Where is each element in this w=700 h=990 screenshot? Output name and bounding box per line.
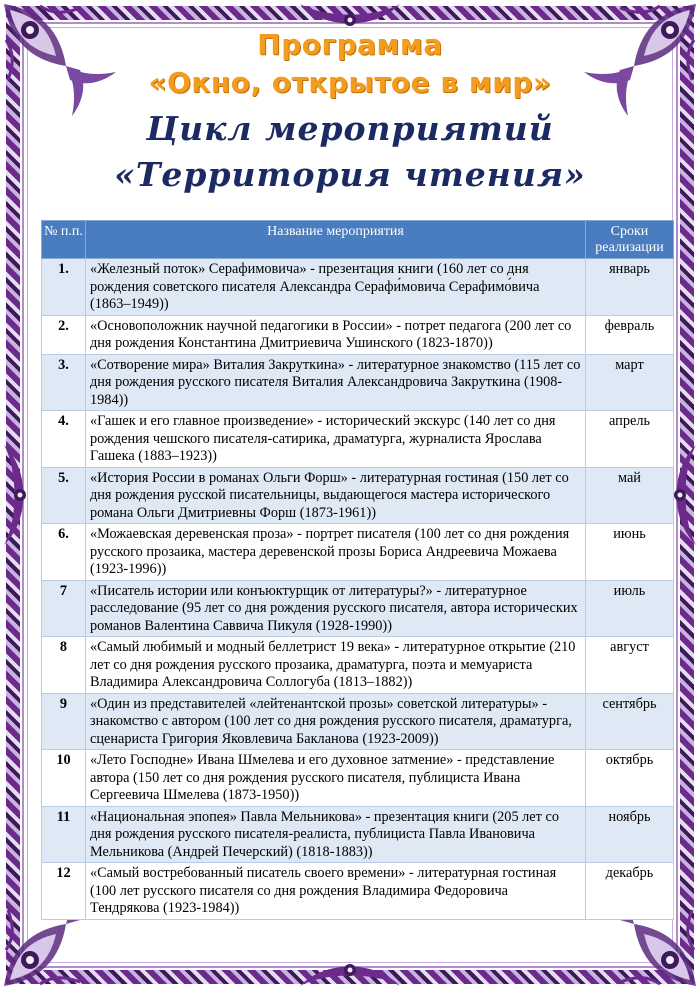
- event-term: май: [586, 467, 674, 524]
- event-term: ноябрь: [586, 806, 674, 863]
- table-row: [42, 806, 674, 863]
- row-number: 5.: [42, 467, 86, 524]
- row-number: 6.: [42, 524, 86, 581]
- event-name: «История России в романах Ольги Форш» - литературная гостиная (150 лет со дня рождения русской писательницы, выдающегося мастера исторического романа Ольги Дмитриевны Форш (1873-1961)): [86, 467, 586, 524]
- event-name: «Самый востребованный писатель своего времени» - литературная гостиная (100 лет русского писателя со дня рождения Владимира Федоровича Тендрякова (1923-1984)): [86, 863, 586, 920]
- column-header-name: Название мероприятия: [86, 221, 586, 259]
- row-number: 12: [42, 863, 86, 920]
- row-number: 7: [42, 580, 86, 637]
- row-number: 11: [42, 806, 86, 863]
- row-number: 10: [42, 750, 86, 807]
- row-number: 1.: [42, 259, 86, 316]
- event-name: «Самый любимый и модный беллетрист 19 века» - литературное открытие (210 лет со дня рождения русского прозаика, драматурга, поэта и мемуариста Владимира Александровича Соллогуба (1813–1882)): [86, 637, 586, 694]
- scroll-ornament-icon: [295, 950, 405, 990]
- event-term: август: [586, 637, 674, 694]
- row-number: 2.: [42, 315, 86, 354]
- column-header-term: Сроки реализации: [586, 221, 674, 259]
- program-title: Программа: [257, 28, 443, 61]
- table-row: [42, 637, 674, 694]
- row-number: 9: [42, 693, 86, 750]
- cycle-title: Цикл мероприятий: [146, 109, 554, 148]
- table-row: [42, 411, 674, 468]
- event-term: июль: [586, 580, 674, 637]
- row-number: 8: [42, 637, 86, 694]
- event-name: «Писатель истории или конъюктурщик от литературы?» - литературное расследование (95 лет со дня рождения русского писателя, автора исторических романов Валентина Саввича Пикуля (1928-1990)): [86, 580, 586, 637]
- event-term: март: [586, 354, 674, 411]
- table-row: [42, 524, 674, 581]
- table-row: [42, 467, 674, 524]
- event-name: «Национальная эпопея» Павла Мельникова» - презентация книги (205 лет со дня рождения русского писателя-реалиста, публициста Павла Ивановича Мельникова (Андрей Печерский) (1818-1883)): [86, 806, 586, 863]
- event-name: «Можаевская деревенская проза» - портрет писателя (100 лет со дня рождения русского прозаика, мастера деревенской прозы Бориса Андреевича Можаева (1923-1996)): [86, 524, 586, 581]
- event-name: «Сотворение мира» Виталия Закруткина» - литературное знакомство (115 лет со дня рождения русского писателя Виталия Александровича Закруткина (1908-1984)): [86, 354, 586, 411]
- table-row: [42, 259, 674, 316]
- program-name: «Окно, открытое в мир»: [148, 66, 552, 99]
- scroll-ornament-icon: [0, 440, 40, 550]
- table-row: [42, 750, 674, 807]
- table-row: [42, 354, 674, 411]
- table-row: [42, 580, 674, 637]
- event-term: июнь: [586, 524, 674, 581]
- cycle-name: «Территория чтения»: [114, 155, 586, 194]
- row-number: 3.: [42, 354, 86, 411]
- table-row: [42, 693, 674, 750]
- event-name: «Гашек и его главное произведение» - исторический экскурс (140 лет со дня рождения чешского писателя-сатирика, драматурга, журналиста Ярослава Гашека (1883–1923)): [86, 411, 586, 468]
- table-row: [42, 315, 674, 354]
- event-term: сентябрь: [586, 693, 674, 750]
- row-number: 4.: [42, 411, 86, 468]
- table-row: [42, 863, 674, 920]
- event-term: февраль: [586, 315, 674, 354]
- table-header-row: [42, 221, 674, 259]
- event-term: декабрь: [586, 863, 674, 920]
- events-table: [41, 220, 674, 920]
- event-name: «Лето Господне» Ивана Шмелева и его духовное затмение» - представление автора (150 лет со дня рождения русского писателя, публициста Ивана Сергеевича Шмелева (1873-1950)): [86, 750, 586, 807]
- event-term: апрель: [586, 411, 674, 468]
- event-name: «Основоположник научной педагогики в России» - потрет педагога (200 лет со дня рождения Константина Дмитриевича Ушинского (1823-1870)): [86, 315, 586, 354]
- event-term: октябрь: [586, 750, 674, 807]
- page-title-block: [40, 26, 660, 198]
- event-name: «Железный поток» Серафимовича» - презентация книги (160 лет со дня рождения советского писателя Александра Серафи́мовича Серафимо́вича (1863–1949)): [86, 259, 586, 316]
- event-name: «Один из представителей «лейтенантской прозы» советской литературы» - знакомство с автором (100 лет со дня рождения русского писателя, драматурга, сценариста Григория Яковлевича Бакланова (1923-2009)): [86, 693, 586, 750]
- event-term: январь: [586, 259, 674, 316]
- column-header-number: № п.п.: [42, 221, 86, 259]
